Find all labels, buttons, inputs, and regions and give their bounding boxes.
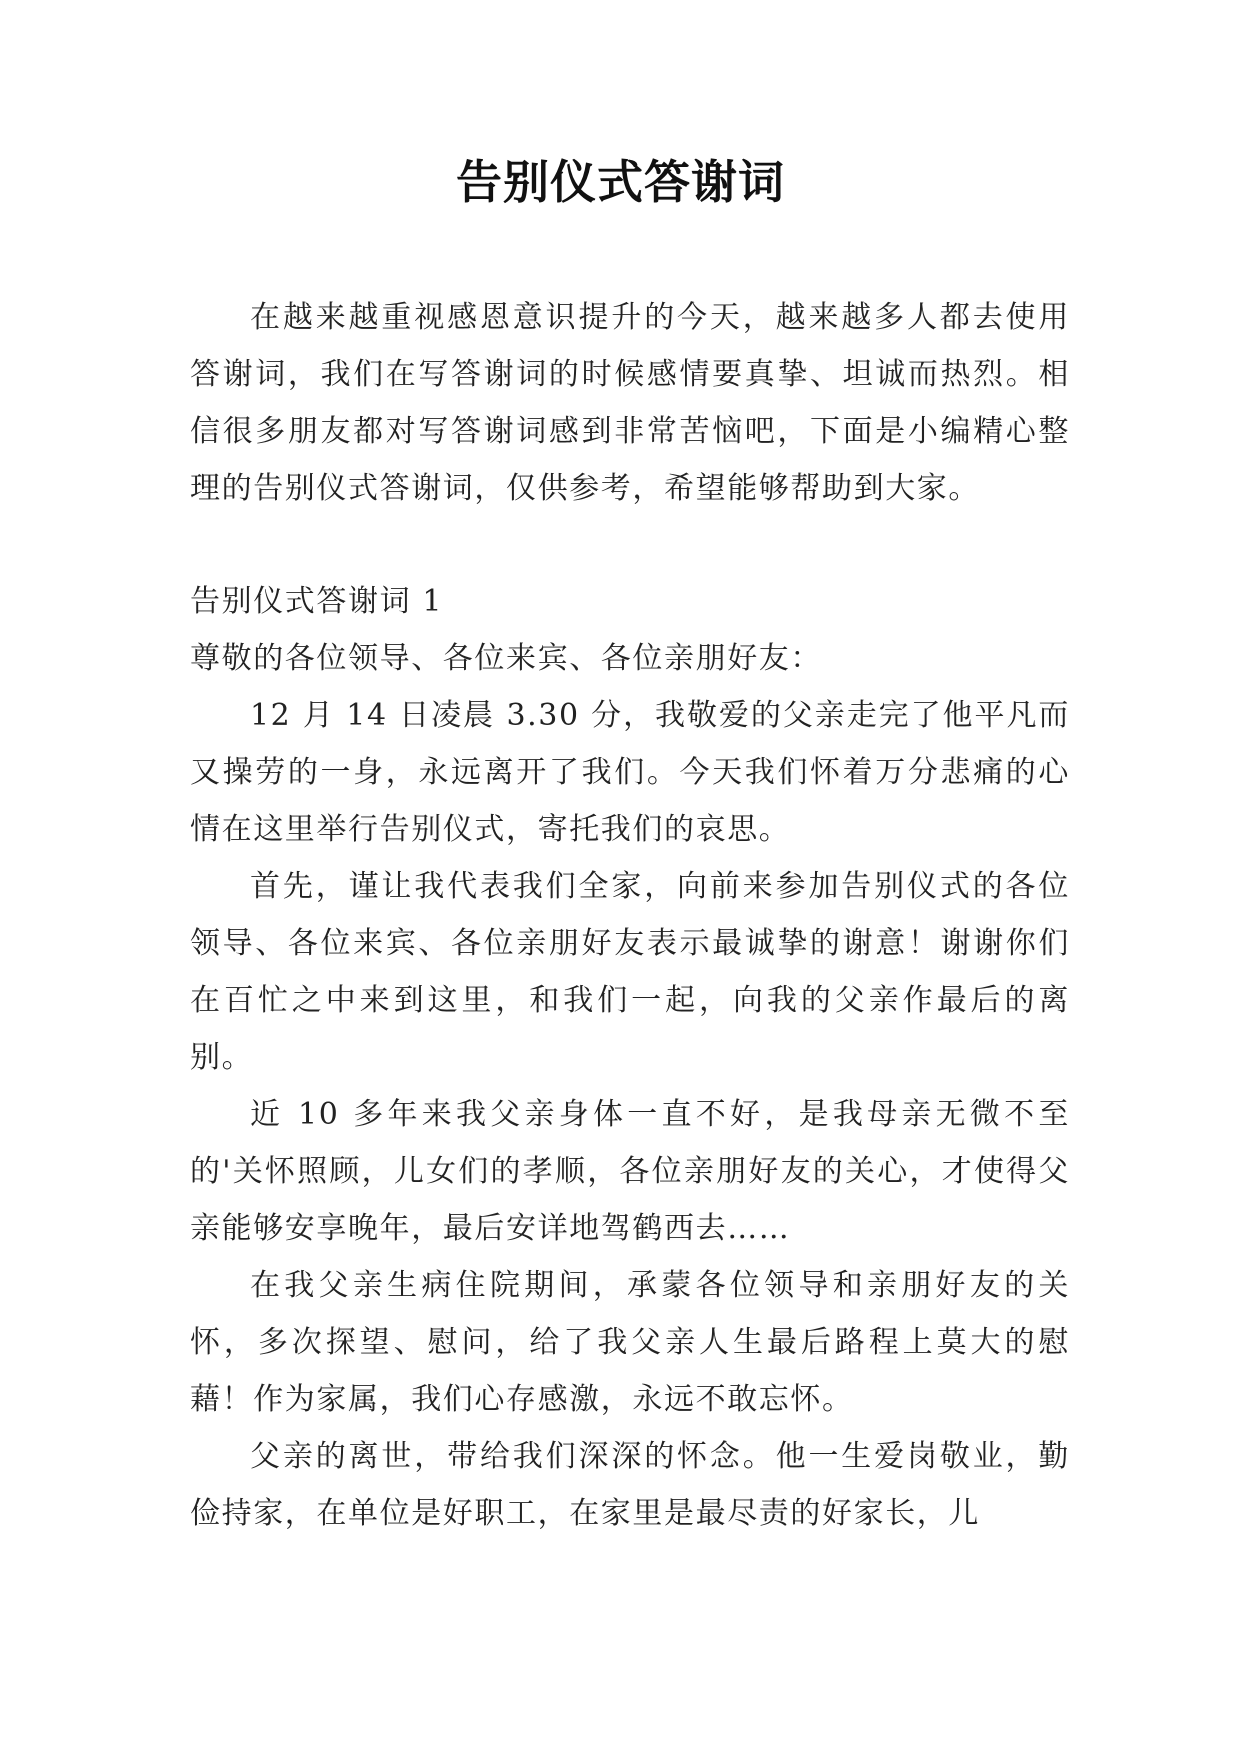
section-heading: 告别仪式答谢词 1 <box>190 584 444 619</box>
body-paragraph: 首先，谨让我代表我们全家，向前来参加告别仪式的各位领导、各位来宾、各位亲朋好友表示最诚挚的谢意！谢谢你们在百忙之中来到这里，和我们一起，向我的父亲作最后的离别。 <box>190 869 1070 1075</box>
intro-paragraph: 在越来越重视感恩意识提升的今天，越来越多人都去使用答谢词，我们在写答谢词的时候感情要真挚、坦诚而热烈。相信很多朋友都对写答谢词感到非常苦恼吧，下面是小编精心整理的告别仪式答谢词，仅供参考，希望能够帮助到大家。 <box>190 300 1070 506</box>
document-body <box>190 289 1070 1542</box>
body-paragraph: 父亲的离世，带给我们深深的怀念。他一生爱岗敬业，勤俭持家，在单位是好职工，在家里是最尽责的好家长，儿 <box>190 1439 1070 1531</box>
body-paragraph: 近 10 多年来我父亲身体一直不好，是我母亲无微不至的'关怀照顾，儿女们的孝顺，各位亲朋好友的关心，才使得父亲能够安享晚年，最后安详地驾鹤西去…… <box>190 1097 1070 1246</box>
document-title: 告别仪式答谢词 <box>456 155 785 209</box>
salutation: 尊敬的各位领导、各位来宾、各位亲朋好友： <box>190 641 822 676</box>
body-paragraph: 在我父亲生病住院期间，承蒙各位领导和亲朋好友的关怀，多次探望、慰问，给了我父亲人生最后路程上莫大的慰藉！作为家属，我们心存感激，永远不敢忘怀。 <box>190 1268 1070 1417</box>
body-paragraph: 12 月 14 日凌晨 3.30 分，我敬爱的父亲走完了他平凡而又操劳的一身，永远离开了我们。今天我们怀着万分悲痛的心情在这里举行告别仪式，寄托我们的哀思。 <box>190 698 1070 847</box>
